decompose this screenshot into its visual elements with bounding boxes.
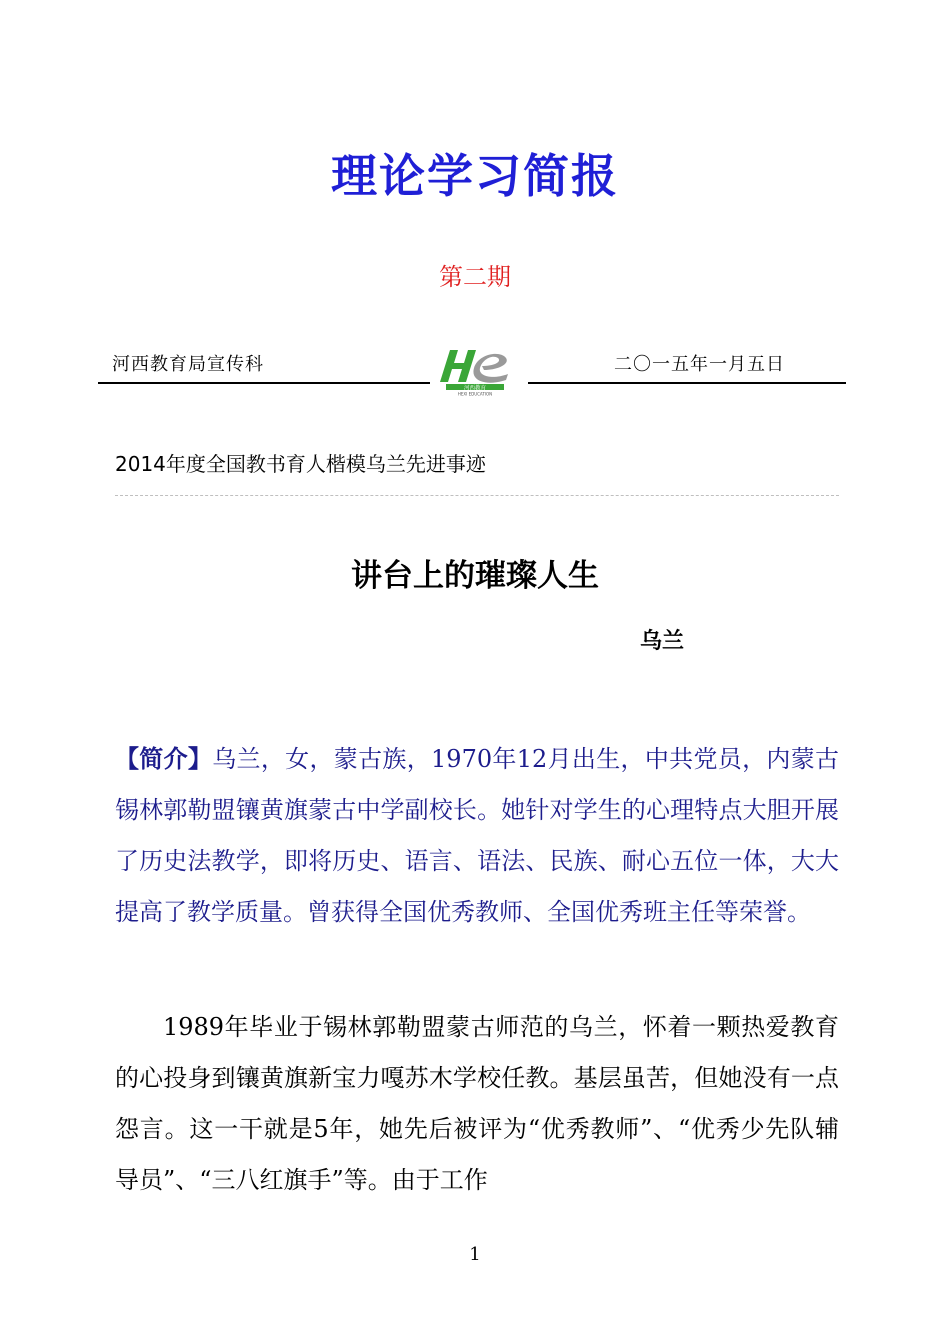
page-number: 1 (469, 1244, 481, 1265)
hexi-education-logo (440, 344, 514, 396)
body-paragraph: 1989年毕业于锡林郭勒盟蒙古师范的乌兰，怀着一颗热爱教育的心投身到镶黄旗新宝力嘎苏木学校任教。基层虽苦，但她没有一点怨言。这一干就是5年，她先后被评为“优秀教师”、“优秀少先队辅导员”、“三八红旗手”等。由于工作 (115, 1013, 839, 1194)
svg-text:HEXI EDUCATION: HEXI EDUCATION (457, 391, 493, 396)
intro-text: 乌兰，女，蒙古族，1970年12月出生，中共党员，内蒙古锡林郭勒盟镶黄旗蒙古中学副校长。她针对学生的心理特点大胆开展了历史法教学，即将历史、语言、语法、民族、耐心五位一体，大大提高了教学质量。曾获得全国优秀教师、全国优秀班主任等荣誉。 (115, 745, 839, 926)
publisher: 河西教育局宣传科 (112, 354, 264, 375)
dashed-divider (115, 495, 839, 496)
article-title: 讲台上的璀璨人生 (351, 558, 599, 594)
issue-number: 第二期 (439, 263, 511, 291)
subject-line: 2014年度全国教书育人楷模乌兰先进事迹 (115, 452, 486, 476)
header-rule-left (98, 382, 430, 384)
intro-tag: 【简介】 (115, 744, 213, 773)
article-author: 乌兰 (640, 629, 685, 654)
header-rule-right (528, 382, 846, 384)
publish-date: 二〇一五年一月五日 (614, 354, 785, 375)
intro-paragraph (115, 733, 839, 938)
svg-text:河西教育: 河西教育 (463, 385, 487, 392)
newsletter-title: 理论学习简报 (331, 149, 619, 203)
